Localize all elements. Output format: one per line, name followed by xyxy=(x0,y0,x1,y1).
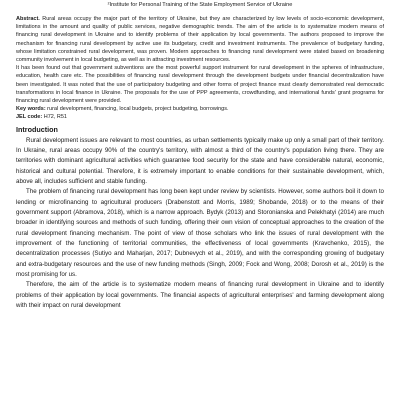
jel-text: H72, R51 xyxy=(42,114,67,121)
abstract-label: Abstract. xyxy=(16,16,40,22)
intro-paragraph-3: Therefore, the aim of the article is to systematize modern means of financing rural development in Ukraine and to identify problems of their application by local governments. The financial aspects of agricultural enterprises' and farming development along with their impact on rural development xyxy=(16,281,384,310)
keywords-line xyxy=(16,105,384,113)
abstract-text: Rural areas occupy the major part of the territory of Ukraine, but they are characterized by low levels of socio-economic development, limitations in the amount and quality of public services, negative demographic trends. The aim of the article is to systematize modern means of financing rural development in Ukraine and to identify problems of their application by local governments. The authors proposed to improve the mechanism for financing rural development by active use its budgetary, credit and investment instruments. The prevalence of budgetary funding, whose limitation constrained rural development, was proven. Modern approaches to financing rural development were stated based on broadening community involvement in local budgeting, as well as in attracting investment resources. xyxy=(16,16,385,64)
abstract-paragraph-2: It has been found out that government subventions are the most powerful support instrument for rural development in the spheres of infrastructure, education, health care etc. The possibilities of financing rural development through the development budgets under financial decentralization have been investigated. It was noted that the use of participatory budgeting and other forms of project finance must clearly demonstrated real democratic transformations in local finance in Ukraine. The proposals for the use of PPP agreements, crowdfunding, and international funds' grant programs for financing rural development were provided. xyxy=(16,65,384,105)
keywords-label: Key words: xyxy=(16,106,46,113)
jel-line xyxy=(16,113,384,121)
jel-label: JEL code: xyxy=(16,114,43,121)
intro-paragraph-1: Rural development issues are relevant to most countries, as urban settlements typically make up only a small part of their territory. In Ukraine, rural areas occupy 90% of the country's territory, with almost a third of the country's population living there. They are territories with dominant agricultural activities which guarantee food security for the state and have considerable natural, economic, historical and cultural potential. Therefore, it is extremely important to enable conditions for their sustainable development, which, above all, includes sufficient and stable funding. xyxy=(16,136,384,186)
author-affiliation: ²Institute for Personal Training of the State Employment Service of Ukraine xyxy=(107,2,293,8)
abstract-paragraph xyxy=(16,15,384,64)
paper-page xyxy=(0,1,400,401)
intro-paragraph-2: The problem of financing rural development has long been kept under review by scientists. However, some authors boil it down to lending or microfinancing to agricultural producers (Drabenstott and Morris, 1989; Shobande, 2018) or to the means of their government support (Abramova, 2018), which is a narrow approach. Bydyk (2013) and Storonianska and Pelekhatyi (2014) are much broader in identifying sources and methods of such funding, offering their own vision of conceptual approaches to the creation of the rural development financing mechanism. The point of view of those scholars who link the issues of rural development with the improvement of the functioning of territorial communities, the effectiveness of local governments (Kravchenko, 2015), the decentralization processes (Sutiyo and Maharjan, 2017; Dubnevych et al., 2019), and with the corresponding growing of budgetary and extra-budgetary resources and the use of new funding methods (Singh, 2009; Fock and Wong, 2008; Dorosh et al., 2019) is the most promising for us. xyxy=(16,188,384,279)
section-heading-introduction: Introduction xyxy=(16,124,58,134)
keywords-text: rural development, financing, local budgets, project budgeting, borrowings. xyxy=(45,106,229,113)
